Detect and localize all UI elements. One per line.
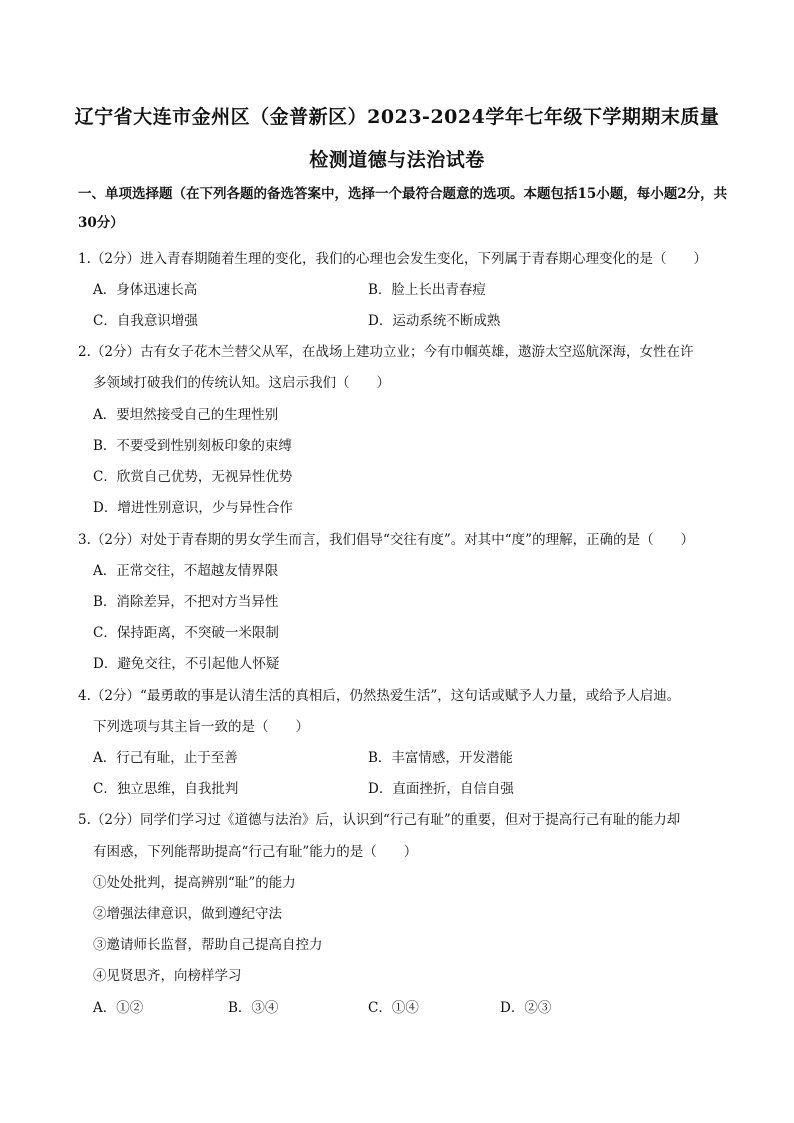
exam-title-line2: 检测道德与法治试卷: [309, 149, 485, 171]
question-5-stem-line1: 5.（2分）同学们学习过《道德与法治》后，认识到“行己有耻”的重要，但对于提高行己有耻的能力却: [78, 812, 681, 828]
question-5-item-2: ②增强法律意识，做到遵纪守法: [93, 906, 282, 922]
question-1-option-c: C．自我意识增强: [93, 313, 198, 329]
question-5-option-b: B．③④: [228, 1000, 279, 1016]
question-2-option-b: B．不要受到性别刻板印象的束缚: [93, 438, 292, 454]
question-3-option-a: A．正常交往，不超越友情界限: [93, 563, 279, 579]
question-5-item-1: ①处处批判，提高辨别“耻”的能力: [93, 875, 296, 891]
section-heading: 一、单项选择题（在下列各题的备选答案中，选择一个最符合题意的选项。本题包括15小题，每小题2分，共30分）: [78, 186, 728, 231]
question-3-option-b: B．消除差异，不把对方当异性: [93, 594, 279, 610]
question-5-item-3: ③邀请师长监督，帮助自己提高自控力: [93, 937, 323, 953]
question-1-option-b: B．脸上长出青春痘: [368, 282, 486, 298]
question-5-item-4: ④见贤思齐，向榜样学习: [93, 968, 242, 984]
question-4-option-c: C．独立思维，自我批判: [93, 781, 239, 797]
question-1-stem: 1.（2分）进入青春期随着生理的变化，我们的心理也会发生变化，下列属于青春期心理变化的是（ ）: [78, 251, 707, 267]
question-3-option-c: C．保持距离，不突破一米限制: [93, 625, 279, 641]
question-5-stem-line2: 有困惑，下列能帮助提高“行己有耻”能力的是（ ）: [93, 844, 418, 860]
question-1-option-a: A．身体迅速长高: [93, 282, 198, 298]
question-3-option-d: D．避免交往，不引起他人怀疑: [93, 656, 280, 672]
question-4-stem-line2: 下列选项与其主旨一致的是（ ）: [93, 719, 309, 735]
question-2-option-c: C．欣赏自己优势，无视异性优势: [93, 469, 293, 485]
question-1-option-d: D．运动系统不断成熟: [368, 313, 501, 329]
question-5-option-c: C．①④: [368, 1000, 419, 1016]
question-4-option-d: D．直面挫折，自信自强: [368, 781, 514, 797]
question-3-stem: 3.（2分）对处于青春期的男女学生而言，我们倡导“交往有度”。对其中“度”的理解，正确的是（ ）: [78, 532, 695, 548]
question-4-option-a: A．行己有耻，止于至善: [93, 750, 238, 766]
question-2-stem-line1: 2.（2分）古有女子花木兰替父从军，在战场上建功立业；今有巾帼英雄，遨游太空巡航深海，女性在许: [78, 344, 694, 360]
question-2-option-d: D．增进性别意识，少与异性合作: [93, 500, 293, 516]
question-4-stem-line1: 4.（2分）“最勇敢的事是认清生活的真相后，仍然热爱生活”，这句话或赋予人力量，或给予人启迪。: [78, 688, 681, 704]
question-2-option-a: A．要坦然接受自己的生理性别: [93, 407, 279, 423]
question-5-option-d: D．②③: [500, 1000, 552, 1016]
exam-title-line1: 辽宁省大连市金州区（金普新区）2023-2024学年七年级下学期期末质量: [74, 106, 720, 128]
question-4-option-b: B．丰富情感，开发潜能: [368, 750, 513, 766]
question-2-stem-line2: 多领域打破我们的传统认知。这启示我们（ ）: [93, 375, 390, 391]
question-5-option-a: A．①②: [93, 1000, 144, 1016]
